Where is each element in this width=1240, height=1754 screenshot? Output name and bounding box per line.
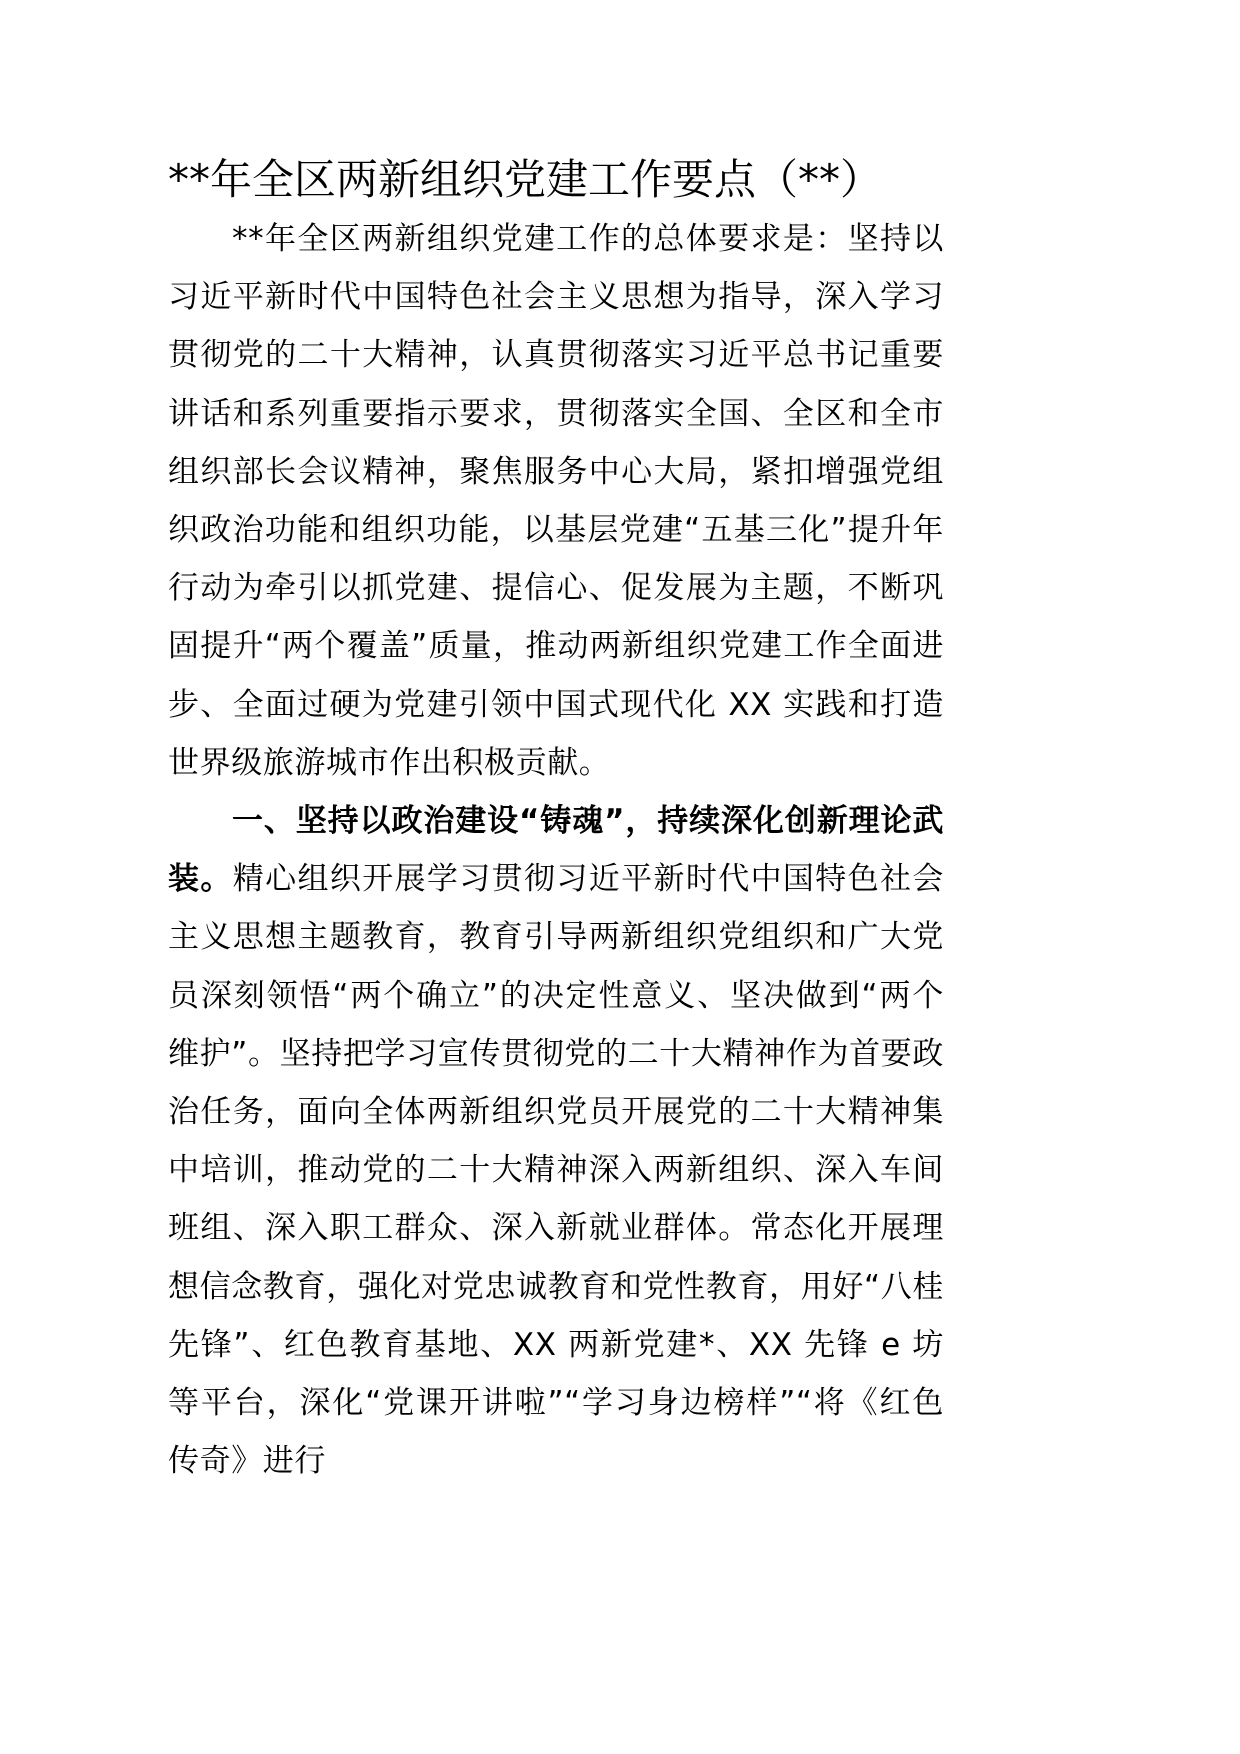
document-title: **年全区两新组织党建工作要点（**） [168,155,883,204]
paragraph-text: 精心组织开展学习贯彻习近平新时代中国特色社会主义思想主题教育，教育引导两新组织党组织和广大党员深刻领悟“两个确立”的决定性意义、坚决做到“两个维护”。坚持把学习宣传贯彻党的二十大精神作为首要政治任务，面向全体两新组织党员开展党的二十大精神集中培训，推动党的二十大精神深入两新组织、深入车间班组、深入职工群众、深入新就业群体。常态化开展理想信念教育，强化对党忠诚教育和党性教育，用好“八桂先锋”、红色教育基地、XX 两新党建*、XX 先锋 e 坊等平台，深化“党课开讲啦”“学习身边榜样”“将《红色传奇》进行 [168,861,944,1480]
section-heading: 一、坚持以政治建设“铸魂”，持续深化创新理论武装。 [168,803,944,898]
paragraph-overall-requirements [168,210,944,792]
paragraph-text: **年全区两新组织党建工作的总体要求是：坚持以习近平新时代中国特色社会主义思想为指导，深入学习贯彻党的二十大精神，认真贯彻落实习近平总书记重要讲话和系列重要指示要求，贯彻落实全国、全区和全市组织部长会议精神，聚焦服务中心大局，紧扣增强党组织政治功能和组织功能，以基层党建“五基三化”提升年行动为牵引以抓党建、提信心、促发展为主题，不断巩固提升“两个覆盖”质量，推动两新组织党建工作全面进步、全面过硬为党建引领中国式现代化 XX 实践和打造世界级旅游城市作出积极贡献。 [168,221,944,781]
paragraph-section-one [168,792,944,1490]
document-page [168,150,944,1490]
